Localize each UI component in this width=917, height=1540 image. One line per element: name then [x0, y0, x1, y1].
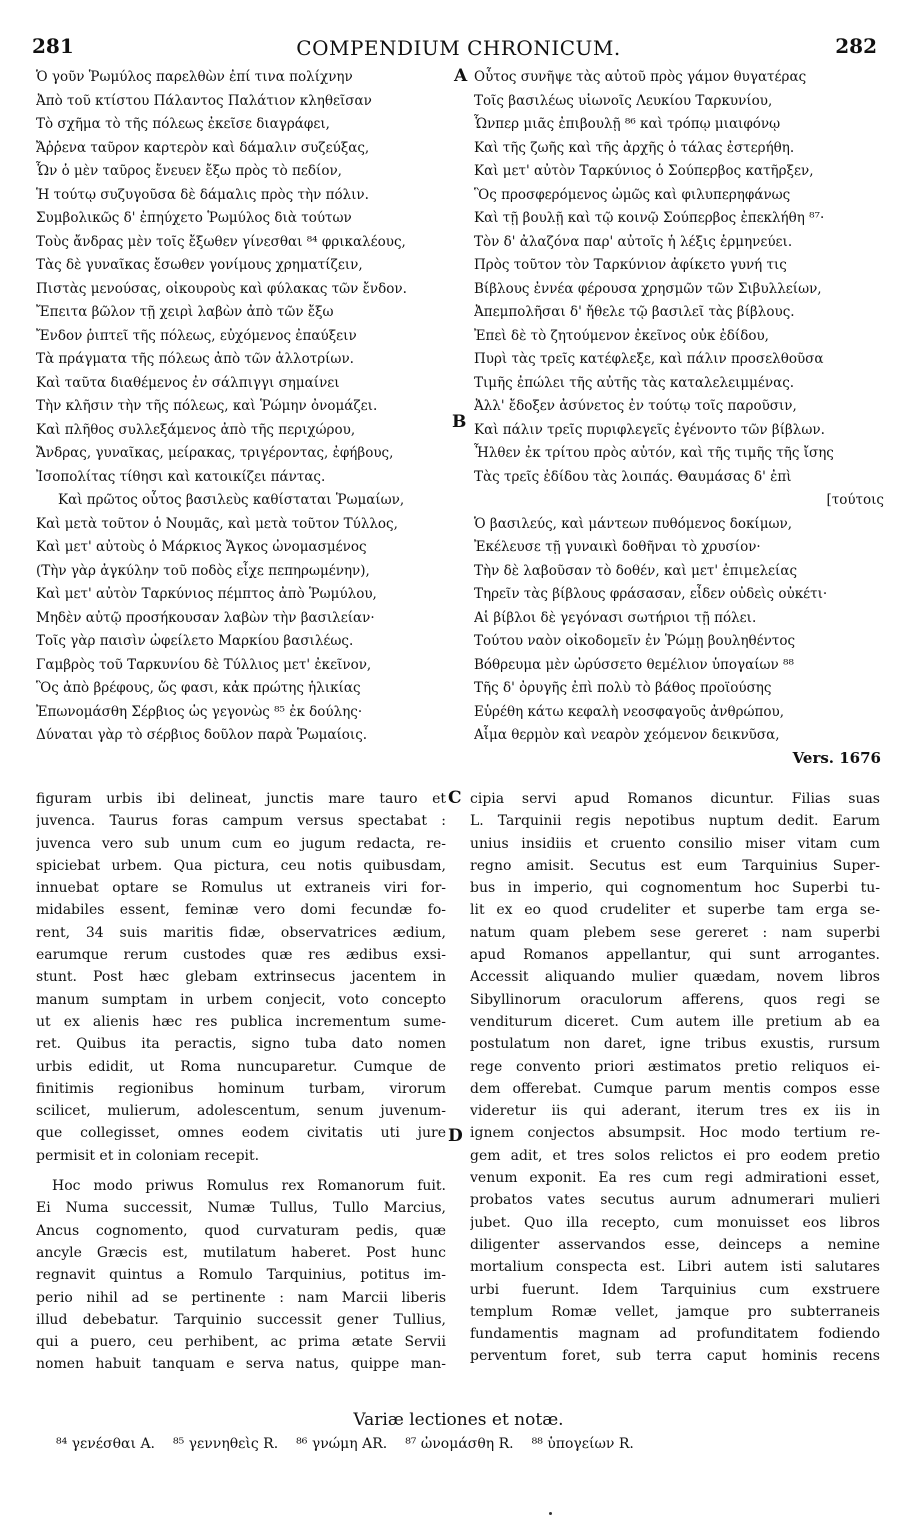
text-line: Τὴν κλῆσιν τὴν τῆς πόλεως, καὶ Ῥώμην ὀνομάζει.	[36, 398, 378, 414]
greek-verse-left-column	[36, 66, 451, 748]
text-line: Καὶ πλῆθος συλλεξάμενος ἀπὸ τῆς περιχώρου,	[36, 421, 356, 438]
text-line: permisit et in coloniam recepit.	[36, 1147, 260, 1164]
text-line: Ὧν ὁ μὲν ταῦρος ἔνευεν ἔξω πρὸς τὸ πεδίον,	[36, 163, 342, 179]
text-line: Accessit aliquando mulier quædam, novem libros	[470, 969, 880, 986]
text-line: (Τὴν γὰρ ἀγκύλην τοῦ ποδὸς εἶχε πεπηρωμένην),	[36, 562, 370, 579]
text-line: Καὶ μετ' αὐτὸν Ταρκύνιος πέμπτος ἀπὸ Ῥωμύλου,	[36, 586, 377, 602]
text-line: jubet. Quo illa recepto, cum monuisset eos libros	[470, 1214, 880, 1231]
text-line: Ei Numa successit, Numæ Tullus, Tullo Marcius,	[36, 1200, 446, 1217]
text-line: Τηρεῖν τὰς βίβλους φράσασαν, εἶδεν οὐδεὶς οὐκέτι·	[474, 586, 828, 602]
text-line: Τιμῆς ἐπώλει τῆς αὐτῆς τὰς καταλελειμμένας.	[474, 374, 795, 391]
text-line: Τὰς τρεῖς ἐδίδου τὰς λοιπάς. Θαυμάσας δ' ἐπὶ	[474, 468, 792, 485]
text-line: lit ex eo quod crudeliter et superbe tam erga se-	[470, 902, 880, 919]
text-line: Δύναται γὰρ τὸ σέρβιος δοῦλον παρὰ Ῥωμαίοις.	[36, 727, 368, 743]
text-line: Βίβλους ἐννέα φέρουσα χρησμῶν τῶν Σιβυλλείων,	[474, 280, 822, 297]
text-line: venum exponit. Ea res cum regi admirationi esset,	[470, 1170, 880, 1187]
page-number-right: 282	[835, 34, 877, 58]
note-item: ⁸⁷ ὠνομάσθη R.	[405, 1436, 514, 1452]
ink-speck	[549, 1512, 552, 1515]
text-line: Πιστὰς μενούσας, οἰκουροὺς καὶ φύλακας τῶν ἔνδον.	[36, 280, 407, 297]
text-line: Τοῖς γὰρ παισὶν ὠφείλετο Μαρκίου βασιλέως.	[36, 633, 354, 649]
text-line: nomen habuit tanquam e serva natus, quippe man-	[36, 1356, 446, 1373]
text-line: natum quam plebem sese gereret : nam superbi	[470, 924, 880, 941]
text-line: Ὁ γοῦν Ῥωμύλος παρελθὼν ἐπί τινα πολίχνην	[36, 69, 353, 85]
text-line: mortalium conspecta est. Libri autem isti salutares	[470, 1259, 880, 1276]
latin-translation-left-column	[36, 788, 446, 1376]
text-line: Εὑρέθη κάτω κεφαλὴ νεοσφαγοῦς ἀνθρώπου,	[474, 703, 785, 720]
text-line: Τὴν δὲ λαβοῦσαν τὸ δοθέν, καὶ μετ' ἐπιμελείας	[474, 562, 798, 579]
text-line: scilicet, mulierum, adolescentum, senum juvenum-	[36, 1103, 446, 1120]
text-line: finitimis regionibus hominum turbam, virorum	[36, 1080, 446, 1097]
margin-marker-d: D	[448, 1126, 463, 1146]
text-line: Καὶ μετ' αὐτὸν Ταρκύνιος ὁ Σούπερβος κατῆρξεν,	[474, 163, 814, 179]
text-line: Γαμβρὸς τοῦ Ταρκυνίου δὲ Τύλλιος μετ' ἐκεῖνον,	[36, 656, 372, 673]
text-line: cipia servi apud Romanos dicuntur. Filias suas	[470, 791, 880, 807]
text-line: perventum foret, sub terra caput hominis recens	[470, 1348, 880, 1365]
text-line: Τούτου ναὸν οἰκοδομεῖν ἐν Ῥώμῃ βουληθέντος	[474, 633, 796, 649]
margin-marker-c: C	[448, 788, 462, 808]
text-line: diligenter asservandos esse, deinceps a nemine	[470, 1236, 880, 1253]
text-line: regnavit quintus a Romulo Tarquinius, potitus im-	[36, 1267, 446, 1284]
text-line: Τῆς δ' ὀρυγῆς ἐπὶ πολὺ τὸ βάθος προϊούσης	[474, 680, 772, 696]
latin-translation-right-column	[470, 788, 880, 1368]
text-line: regno amisit. Secutus est eum Tarquinius Super-	[470, 857, 880, 874]
text-line: ut ex alienis hæc res publica incrementum sume-	[36, 1013, 446, 1030]
text-line: Καὶ μετ' αὐτοὺς ὁ Μάρκιος Ἄγκος ὠνομασμένος	[36, 539, 367, 555]
text-line: Αἱ βίβλοι δὲ γεγόνασι σωτήριοι τῇ πόλει.	[474, 609, 757, 626]
text-line: bus in imperio, qui cognomentum hoc Superbi tu-	[470, 880, 880, 897]
text-line: Ἔπειτα βῶλον τῇ χειρὶ λαβὼν ἀπὸ τῶν ἔξω	[36, 304, 334, 320]
text-line: postulatum non daret, igne tribus exustis, rursum	[470, 1036, 880, 1053]
text-line: Ἦλθεν ἐκ τρίτου πρὸς αὐτόν, καὶ τῆς τιμῆς τῆς ἴσης	[474, 445, 834, 461]
text-line: Ἐκέλευσε τῇ γυναικὶ δοθῆναι τὸ χρυσίον·	[474, 539, 761, 555]
text-line: Καὶ μετὰ τοῦτον ὁ Νουμᾶς, καὶ μετὰ τοῦτον Τύλλος,	[36, 515, 398, 532]
text-line: Πυρὶ τὰς τρεῖς κατέφλεξε, καὶ πάλιν προσελθοῦσα	[474, 351, 824, 367]
text-line: juvenca vero sub unum cum eo jugum redacta, re-	[36, 835, 446, 852]
text-line: qui a puero, ceu perhibent, ac prima ætate Servii	[36, 1334, 446, 1351]
text-line: Ἀλλ' ἔδοξεν ἀσύνετος ἐν τούτῳ τοῖς παροῦσιν,	[474, 398, 797, 414]
text-line: ancyle Græcis est, mutilatum haberet. Post hunc	[36, 1244, 446, 1261]
text-line: Καὶ τῆς ζωῆς καὶ τῆς ἀρχῆς ὁ τάλας ἐστερήθη.	[474, 139, 795, 156]
text-line: Ἰσοπολίτας τίθησι καὶ κατοικίζει πάντας.	[36, 468, 326, 485]
text-line: fundamentis magnam ad profunditatem fodiendo	[470, 1326, 880, 1343]
page-header	[0, 34, 917, 62]
text-line: urbis edidit, ut Roma nuncuparetur. Cumque de	[36, 1058, 446, 1075]
text-line: Βόθρευμα μὲν ὠρύσσετο θεμέλιον ὑπογαίων ⁸⁸	[474, 656, 794, 673]
note-item: ⁸⁵ γεννηθεὶς R.	[173, 1436, 279, 1452]
text-line: Sibyllinorum oraculorum afferens, quos regi se	[470, 991, 880, 1008]
margin-marker-a: A	[454, 66, 468, 86]
text-line: Ἀπεμπολῆσαι δ' ἤθελε τῷ βασιλεῖ τὰς βίβλους.	[474, 304, 795, 320]
text-line: stunt. Post hæc glebam extrinsecus jacentem in	[36, 969, 446, 986]
text-line: Μηδὲν αὐτῷ προσήκουσαν λαβὼν τὴν βασιλείαν·	[36, 609, 375, 626]
text-line: Ὃς προσφερόμενος ὠμῶς καὶ φιλυπερηφάνως	[474, 186, 791, 203]
note-item: ⁸⁸ ὑπογείων R.	[531, 1436, 634, 1452]
text-line: venditurum diceret. Cum autem ille pretium ab ea	[470, 1013, 880, 1030]
text-line: Ἄῤῥενα ταῦρον καρτερὸν καὶ δάμαλιν συζεύξας,	[36, 139, 370, 156]
text-line: spiciebat urbem. Qua pictura, ceu notis quibusdam,	[36, 857, 446, 874]
text-line: Τὸν δ' ἀλαζόνα παρ' αὐτοῖς ἡ λέξις ἑρμηνεύει.	[474, 233, 793, 250]
text-line: Καὶ ταῦτα διαθέμενος ἐν σάλπιγγι σημαίνει	[36, 374, 340, 391]
text-line: urbi fuerunt. Idem Tarquinius cum exstruere	[470, 1281, 880, 1298]
text-line: Τὸ σχῆμα τὸ τῆς πόλεως ἐκεῖσε διαγράφει,	[36, 116, 330, 132]
text-line: L. Tarquinii regis nepotibus nuptum dedit. Earum	[470, 813, 880, 830]
text-line: manum sumptam in urbem conjecit, voto concepto	[36, 991, 446, 1008]
text-line: Ἔνδον ῥιπτεῖ τῆς πόλεως, εὐχόμενος ἐπαύξειν	[36, 327, 357, 344]
text-line: figuram urbis ibi delineat, junctis mare tauro et	[36, 791, 446, 807]
text-line: rege convento priori æstimatos pretio reliquos ei-	[470, 1058, 880, 1075]
text-line: dem offerebat. Cumque parum mentis compos esse	[470, 1080, 880, 1097]
text-line: ignem conjectos absumpsit. Hoc modo tertium re-	[470, 1125, 880, 1142]
notes-title: Variæ lectiones et notæ.	[353, 1410, 564, 1430]
text-line: templum Romæ vellet, jamque pro subterraneis	[470, 1303, 880, 1320]
text-line: Ὁ βασιλεύς, καὶ μάντεων πυθόμενος δοκίμων,	[474, 515, 792, 532]
running-title: COMPENDIUM CHRONICUM.	[296, 36, 621, 60]
note-item: ⁸⁶ γνώμη AR.	[296, 1436, 388, 1452]
text-line: innuebat optare se Romulus ut extraneis viri for-	[36, 880, 446, 897]
text-line: [τούτοις	[826, 492, 884, 508]
text-line: Καὶ πάλιν τρεῖς πυριφλεγεῖς ἐγένοντο τῶν βίβλων.	[474, 421, 825, 438]
text-line: Ἐπωνομάσθη Σέρβιος ὡς γεγονὼς ⁸⁵ ἐκ δούλης·	[36, 703, 363, 720]
text-line: illud debebatur. Tarquinio successit gener Tullius,	[36, 1311, 446, 1328]
text-line: Ὧνπερ μιᾶς ἐπιβουλῇ ⁸⁶ καὶ τρόπῳ μιαιφόνῳ	[474, 116, 781, 132]
text-line: perio nihil ad se pertinente : nam Marcii liberis	[36, 1289, 446, 1306]
variant-readings-notes	[56, 1436, 896, 1452]
text-line: earumque rerum custodes quæ res ædibus exsi-	[36, 947, 446, 964]
text-line: probatos vates secutus aurum adnumerari mulieri	[470, 1192, 880, 1209]
text-line: Καὶ τῇ βουλῇ καὶ τῷ κοινῷ Σούπερβος ἐπεκλήθη ⁸⁷·	[474, 210, 825, 226]
text-line: Καὶ πρῶτος οὗτος βασιλεὺς καθίσταται Ῥωμαίων,	[58, 492, 405, 508]
text-line: Ἀπὸ τοῦ κτίστου Πάλαντος Παλάτιον κληθεῖσαν	[36, 92, 372, 109]
text-line: midabiles essent, feminæ vero domi fecundæ fo-	[36, 902, 446, 919]
text-line: Ἄνδρας, γυναῖκας, μείρακας, τριγέροντας, ἐφήβους,	[36, 445, 394, 461]
text-line: rent, 34 suis maritis fidæ, observatrices ædium,	[36, 924, 446, 941]
text-line: Ὃς ἀπὸ βρέφους, ὥς φασι, κἀκ πρώτης ἡλικίας	[36, 680, 361, 696]
text-line: Τοῖς βασιλέως υἱωνοῖς Λευκίου Ταρκυνίου,	[474, 92, 773, 109]
text-line: videretur iis qui aderant, iterum tres ex iis in	[470, 1103, 880, 1120]
text-line: que collegisset, omnes eodem civitatis uti jure	[36, 1125, 446, 1142]
text-line: apud Romanos appellantur, qui sunt arrogantes.	[470, 947, 880, 964]
text-line: Οὗτος συνῆψε τὰς αὐτοῦ πρὸς γάμον θυγατέρας	[474, 69, 807, 85]
greek-verse-right-column	[474, 66, 884, 748]
text-line: ret. Quibus ita peractis, signo tuba dato nomen	[36, 1036, 446, 1053]
text-line: juvenca. Taurus foras campum versus spectabat :	[36, 813, 446, 830]
text-line: Τὰ πράγματα τῆς πόλεως ἀπὸ τῶν ἀλλοτρίων.	[36, 351, 354, 367]
verse-number: Vers. 1676	[792, 749, 881, 767]
text-line: Hoc modo priwus Romulus rex Romanorum fuit.	[52, 1178, 446, 1195]
text-line: gem adit, et tres solos relictos ei pro eodem pretio	[470, 1147, 880, 1164]
text-line: Ἡ τούτῳ συζυγοῦσα δὲ δάμαλις πρὸς τὴν πόλιν.	[36, 186, 369, 203]
page-number-left: 281	[32, 34, 74, 58]
text-line: Ancus cognomento, quod curvaturam pedis, quæ	[36, 1222, 446, 1239]
text-line: Τοὺς ἄνδρας μὲν τοῖς ἔξωθεν γίνεσθαι ⁸⁴ φρικαλέους,	[36, 233, 406, 250]
note-item: ⁸⁴ γενέσθαι A.	[56, 1436, 155, 1452]
text-line: Ἐπεὶ δὲ τὸ ζητούμενον ἐκεῖνος οὐκ ἐδίδου,	[474, 327, 769, 344]
margin-marker-b: B	[452, 412, 467, 432]
text-line: Πρὸς τοῦτον τὸν Ταρκύνιον ἀφίκετο γυνή τις	[474, 257, 787, 273]
text-line: Συμβολικῶς δ' ἐπηύχετο Ῥωμύλος διὰ τούτων	[36, 210, 352, 226]
text-line: Τὰς δὲ γυναῖκας ἔσωθεν γονίμους χρηματίζειν,	[36, 257, 363, 273]
text-line: unius insidiis et cruento consilio miser vitam cum	[470, 835, 880, 852]
text-line: Αἷμα θερμὸν καὶ νεαρὸν χεόμενον δεικνῦσα,	[474, 727, 780, 743]
